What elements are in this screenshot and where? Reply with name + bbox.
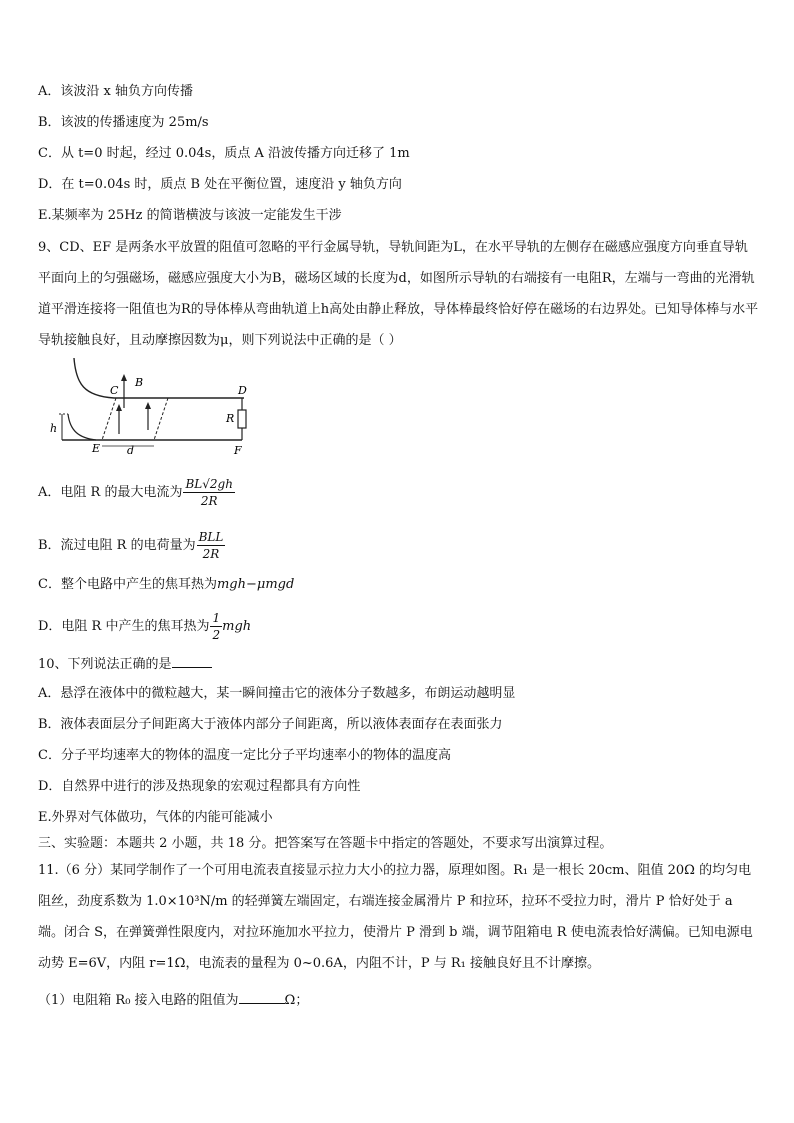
q8-option-a: A．该波沿 x 轴负方向传播 <box>38 84 193 99</box>
q10-option-c: C．分子平均速率大的物体的温度一定比分子平均速率小的物体的温度高 <box>38 748 451 763</box>
rail-circuit-figure <box>44 356 259 456</box>
q8-option-e: E.某频率为 25Hz 的简谐横波与该波一定能发生干涉 <box>38 208 342 223</box>
q8-option-d: D．在 t=0.04s 时，质点 B 处在平衡位置，速度沿 y 轴负方向 <box>38 177 402 192</box>
q9-option-a-denominator: 2R <box>200 494 218 508</box>
q8-option-c: C．从 t=0 时起，经过 0.04s，质点 A 沿波传播方向迁移了 1m <box>38 146 410 161</box>
q9-option-c <box>38 577 294 593</box>
q10-stem <box>38 655 212 673</box>
q8-option-b: B．该波的传播速度为 25m/s <box>38 115 209 130</box>
q9-option-a-numerator: BL√2gh <box>185 477 233 491</box>
label-c: C <box>110 384 119 397</box>
label-e: E <box>92 442 101 455</box>
q9-option-a-text: A．电阻 R 的最大电流为 <box>38 485 183 500</box>
q9-option-d-denominator: 2 <box>212 628 221 642</box>
q11-sub1-unit: Ω； <box>284 993 309 1008</box>
label-d: D <box>238 384 247 397</box>
q10-answer-blank[interactable] <box>172 655 212 668</box>
q9-option-c-text: C．整个电路中产生的焦耳热为 <box>38 577 217 592</box>
q9-option-b <box>38 525 225 567</box>
q11-sub1-answer-blank[interactable] <box>239 991 285 1004</box>
q9-option-a <box>38 472 235 514</box>
label-r: R <box>226 412 235 425</box>
q9-option-b-denominator: 2R <box>202 547 220 561</box>
q9-option-d-text: D．电阻 R 中产生的焦耳热为 <box>38 619 210 634</box>
q10-option-b: B．液体表面层分子间距离大于液体内部分子间距离，所以液体表面存在表面张力 <box>38 717 503 732</box>
q9-stem: 9、CD、EF 是两条水平放置的阻值可忽略的平行金属导轨，导轨间距为L，在水平导轨的左侧存在磁感应强度方向垂直导轨平面向上的匀强磁场，磁感应强度大小为B，磁场区域的长度为d，如图所示导轨的右端接有一电阻R，左端与一弯曲的光滑轨道平滑连接将一阻值也为R的导体棒从弯曲轨道上h高处由静止释放，导体棒最终恰好停在磁场的右边界处。已知导体棒与水平导轨接触良好，且动摩擦因数为μ，则下列说法中正确的是（ ） <box>38 240 759 348</box>
label-f: F <box>234 444 242 456</box>
section-3-heading: 三、实验题：本题共 2 小题，共 18 分。把答案写在答题卡中指定的答题处，不要求写出演算过程。 <box>38 836 613 851</box>
q10-option-a: A．悬浮在液体中的微粒越大，某一瞬间撞击它的液体分子数越多，布朗运动越明显 <box>38 686 516 701</box>
q9-option-a-fraction <box>183 476 234 509</box>
q10-option-e: E.外界对气体做功，气体的内能可能减小 <box>38 810 273 825</box>
q10-option-d: D．自然界中进行的涉及热现象的宏观过程都具有方向性 <box>38 779 361 794</box>
q9-option-d-fraction <box>210 610 222 643</box>
q9-option-b-text: B．流过电阻 R 的电荷量为 <box>38 538 196 553</box>
q11-sub1-text: （1）电阻箱 R₀ 接入电路的阻值为 <box>38 993 239 1008</box>
label-d-length: d <box>127 444 135 456</box>
q9-option-d <box>38 606 251 648</box>
q11-sub1 <box>38 991 308 1009</box>
q9-option-b-numerator: BLL <box>198 530 224 544</box>
q9-option-c-formula: mgh−μmgd <box>216 577 295 592</box>
label-h: h <box>50 422 58 435</box>
q9-option-d-numerator: 1 <box>212 611 221 625</box>
q9-option-d-formula: mgh <box>222 619 252 634</box>
q10-stem-text: 10、下列说法正确的是 <box>38 657 172 672</box>
q9-option-b-fraction <box>197 529 226 562</box>
q11-stem: 11.（6 分）某同学制作了一个可用电流表直接显示拉力大小的拉力器，原理如图。R₁ 是一根长 20cm、阻值 20Ω 的均匀电阻丝，劲度系数为 1.0×10³N/m 的轻弹簧左端固定，右端连接金属滑片 P 和拉环，拉环不受拉力时，滑片 P 恰好处于 a 端。闭合 S，在弹簧弹性限度内，对拉环施加水平拉力，使滑片 P 滑到 b 端，调节阻箱电 R 使电流表恰好满偏。已知电源电动势 E=6V，内阻 r=1Ω，电流表的量程为 0~0.6A，内阻不计，P 与 R₁ 接触良好且不计摩擦。 <box>38 863 753 971</box>
label-b: B <box>135 376 144 389</box>
